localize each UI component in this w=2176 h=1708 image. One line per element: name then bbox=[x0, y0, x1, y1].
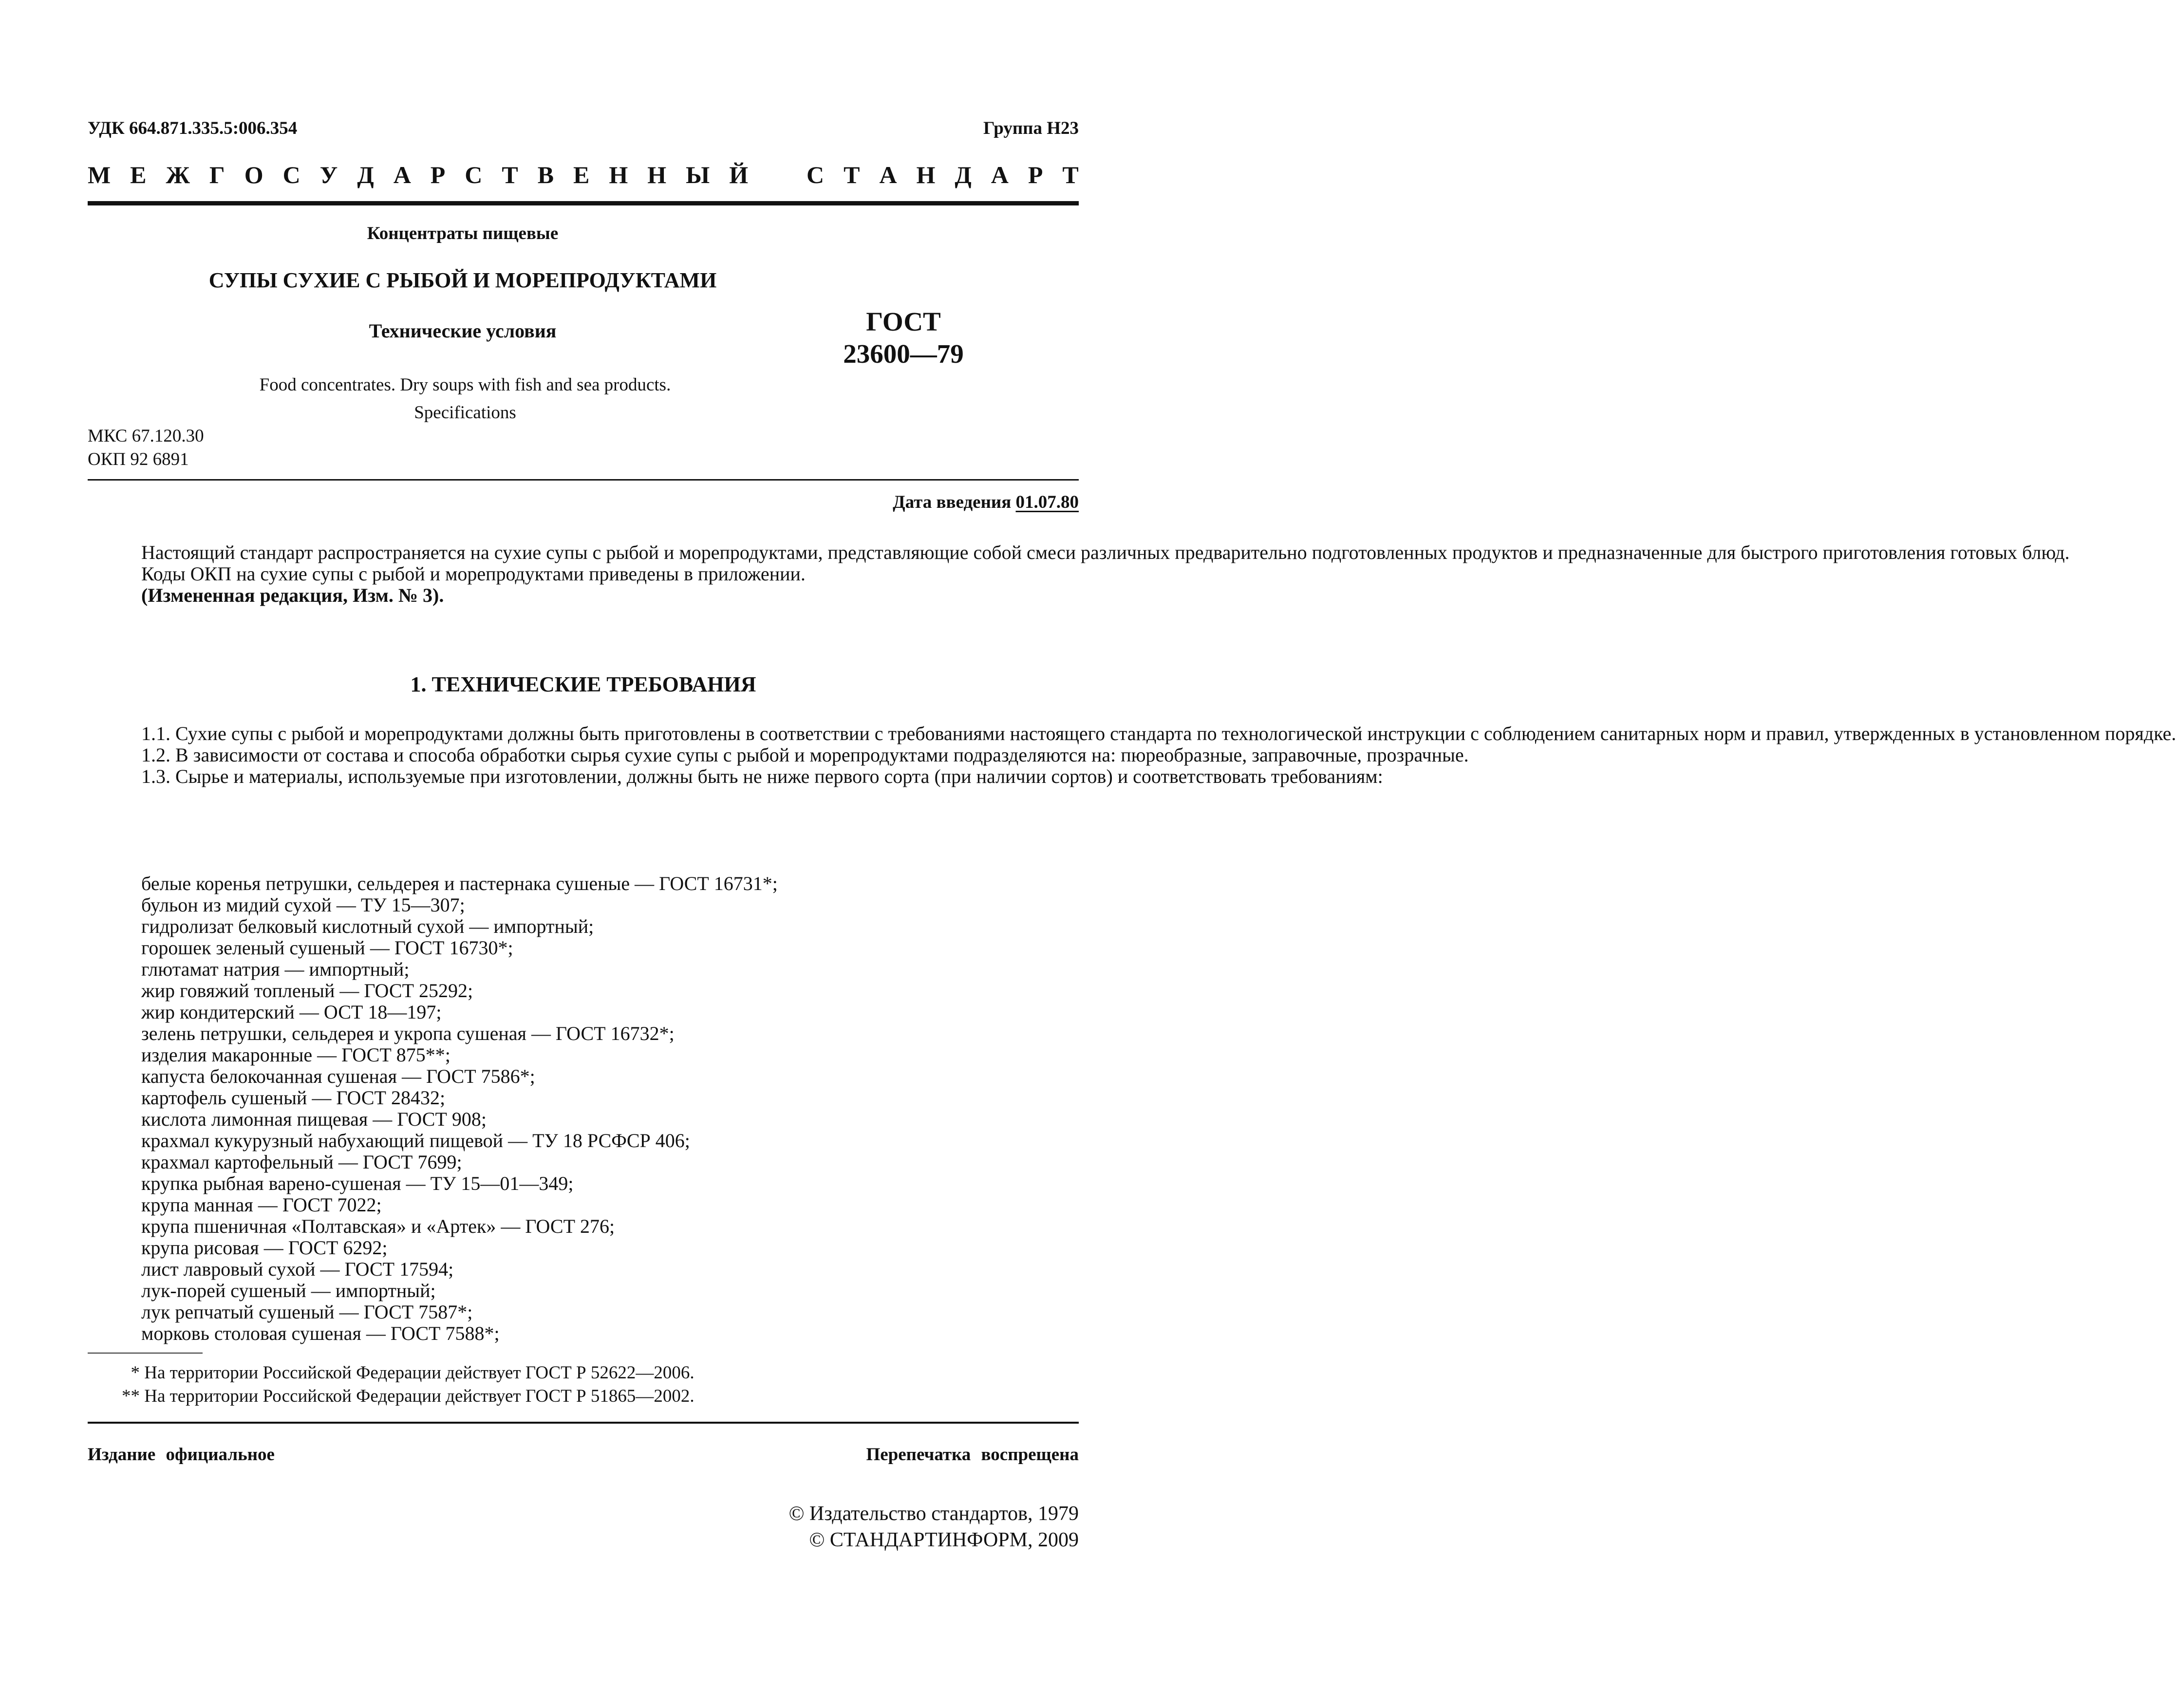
banner-letter: С bbox=[282, 161, 300, 188]
gost-label: ГОСТ bbox=[866, 307, 941, 336]
section-1-body bbox=[88, 723, 2176, 787]
banner-letter: Т bbox=[1062, 161, 1079, 188]
banner-letter: Ы bbox=[686, 161, 710, 188]
banner-letter: Е bbox=[130, 161, 147, 188]
codes-rule bbox=[88, 479, 1079, 481]
raw-material-item: лист лавровый сухой — ГОСТ 17594; bbox=[141, 1258, 454, 1280]
classification-codes bbox=[88, 425, 204, 471]
banner-letter: Р bbox=[430, 161, 446, 188]
introduction-date-label: Дата введения bbox=[893, 492, 1016, 512]
banner-letter: Т bbox=[844, 161, 860, 188]
introduction bbox=[88, 541, 2070, 606]
introduction-date bbox=[893, 492, 1079, 513]
gost-number: 23600—79 bbox=[843, 339, 964, 369]
reprint-prohibited-label: Перепечатка воспрещена bbox=[866, 1445, 1079, 1465]
banner-letter: Д bbox=[955, 161, 972, 188]
english-title bbox=[185, 371, 745, 427]
section-1-heading: 1. ТЕХНИЧЕСКИЕ ТРЕБОВАНИЯ bbox=[410, 672, 756, 696]
raw-material-item: лук репчатый сушеный — ГОСТ 7587*; bbox=[141, 1301, 473, 1323]
raw-material-item: жир говяжий топленый — ГОСТ 25292; bbox=[141, 980, 473, 1002]
raw-material-item: жир кондитерский — ОСТ 18—197; bbox=[141, 1001, 442, 1023]
banner-letter: А bbox=[879, 161, 897, 188]
banner-letter: О bbox=[244, 161, 263, 188]
banner-letter: Д bbox=[357, 161, 374, 188]
group-code: Группа Н23 bbox=[983, 118, 1079, 138]
banner-letter: А bbox=[991, 161, 1009, 188]
footnote-2: ** На территории Российской Федерации действует ГОСТ Р 51865—2002. bbox=[122, 1386, 694, 1406]
banner-letter: М bbox=[88, 161, 111, 188]
introduction-date-value: 01.07.80 bbox=[1015, 492, 1079, 512]
footnote-separator bbox=[88, 1353, 203, 1354]
copyright-2009: © СТАНДАРТИНФОРМ, 2009 bbox=[809, 1529, 1079, 1551]
raw-material-item: капуста белокочанная сушеная — ГОСТ 7586*; bbox=[141, 1065, 535, 1087]
banner-word-gap bbox=[768, 161, 787, 189]
banner-letter: Н bbox=[916, 161, 936, 188]
raw-material-item: бульон из мидий сухой — ТУ 15—307; bbox=[141, 894, 465, 916]
banner-letter: С bbox=[465, 161, 483, 188]
raw-material-item: белые коренья петрушки, сельдерея и пастернака сушеные — ГОСТ 16731*; bbox=[141, 873, 778, 894]
raw-material-item: картофель сушеный — ГОСТ 28432; bbox=[141, 1087, 446, 1109]
raw-material-item: крахмал кукурузный набухающий пищевой — ТУ 18 РСФСР 406; bbox=[141, 1130, 690, 1151]
clause-1-1: 1.1. Сухие супы с рыбой и морепродуктами должны быть приготовлены в соответствии с требованиями настоящего стандарта по технологической инструкции с соблюдением санитарных норм и правил, утвержденных в установленном порядке. bbox=[141, 723, 2176, 744]
raw-material-item: кислота лимонная пищевая — ГОСТ 908; bbox=[141, 1108, 487, 1130]
raw-material-item: глютамат натрия — импортный; bbox=[141, 958, 410, 980]
intro-paragraph-2: Коды ОКП на сухие супы с рыбой и морепродуктами приведены в приложении. bbox=[141, 563, 806, 585]
raw-material-item: гидролизат белковый кислотный сухой — импортный; bbox=[141, 915, 594, 937]
raw-material-item: крахмал картофельный — ГОСТ 7699; bbox=[141, 1151, 462, 1173]
clause-1-3: 1.3. Сырье и материалы, используемые при изготовлении, должны быть не ниже первого сорта (при наличии сортов) и соответствовать требованиям: bbox=[141, 765, 1383, 787]
raw-material-item: морковь столовая сушеная — ГОСТ 7588*; bbox=[141, 1322, 500, 1344]
mks-code: МКС 67.120.30 bbox=[88, 426, 204, 446]
banner-letter: Й bbox=[729, 161, 749, 188]
raw-material-item: крупа манная — ГОСТ 7022; bbox=[141, 1194, 382, 1216]
banner-letter: Н bbox=[609, 161, 628, 188]
banner-letter: С bbox=[807, 161, 825, 188]
banner-letter: Е bbox=[573, 161, 590, 188]
english-title-line2: Specifications bbox=[414, 403, 516, 423]
raw-material-item: изделия макаронные — ГОСТ 875**; bbox=[141, 1044, 450, 1066]
copyright-block bbox=[789, 1501, 1079, 1553]
raw-material-item: крупка рыбная варено-сушеная — ТУ 15—01—349; bbox=[141, 1172, 574, 1194]
footer-rule bbox=[88, 1422, 1079, 1424]
gost-designation bbox=[799, 306, 1008, 370]
intro-amendment-note: (Измененная редакция, Изм. № 3). bbox=[141, 584, 444, 606]
raw-material-item: крупа пшеничная «Полтавская» и «Артек» — ГОСТ 276; bbox=[141, 1215, 615, 1237]
banner-letter: Р bbox=[1028, 161, 1043, 188]
banner-letter: А bbox=[393, 161, 411, 188]
raw-material-item: горошек зеленый сушеный — ГОСТ 16730*; bbox=[141, 937, 513, 959]
standard-category: Концентраты пищевые bbox=[367, 223, 559, 243]
raw-material-item: лук-порей сушеный — импортный; bbox=[141, 1280, 436, 1301]
footnotes bbox=[122, 1361, 694, 1408]
banner-letter: Г bbox=[209, 161, 225, 188]
header-rule bbox=[88, 201, 1079, 205]
raw-material-item: крупа рисовая — ГОСТ 6292; bbox=[141, 1237, 388, 1259]
footnote-1: * На территории Российской Федерации действует ГОСТ Р 52622—2006. bbox=[122, 1363, 694, 1383]
official-edition-label: Издание официальное bbox=[88, 1445, 275, 1465]
standard-subtitle: Технические условия bbox=[369, 320, 557, 342]
standard-title: СУПЫ СУХИЕ С РЫБОЙ И МОРЕПРОДУКТАМИ bbox=[208, 268, 717, 292]
clause-1-2: 1.2. В зависимости от состава и способа обработки сырья сухие супы с рыбой и морепродуктами подразделяются на: пюреобразные, заправочные, прозрачные. bbox=[141, 744, 1469, 766]
banner-letter: У bbox=[319, 161, 338, 188]
raw-materials-list bbox=[141, 873, 778, 1344]
raw-material-item: зелень петрушки, сельдерея и укропа сушеная — ГОСТ 16732*; bbox=[141, 1022, 675, 1044]
intro-paragraph-1: Настоящий стандарт распространяется на сухие супы с рыбой и морепродуктами, представляющие собой смеси различных предварительно подготовленных продуктов и предназначенные для быстрого приготовления готовых блюд. bbox=[141, 541, 2070, 563]
copyright-1979: © Издательство стандартов, 1979 bbox=[788, 1503, 1079, 1525]
banner-letter: Т bbox=[502, 161, 518, 188]
udk-code: УДК 664.871.335.5:006.354 bbox=[88, 118, 298, 138]
interstate-standard-banner bbox=[88, 161, 1079, 189]
english-title-line1: Food concentrates. Dry soups with fish and sea products. bbox=[259, 375, 671, 395]
banner-letter: Н bbox=[647, 161, 667, 188]
okp-code: ОКП 92 6891 bbox=[88, 449, 189, 469]
banner-letter: В bbox=[537, 161, 554, 188]
banner-letter: Ж bbox=[166, 161, 190, 188]
